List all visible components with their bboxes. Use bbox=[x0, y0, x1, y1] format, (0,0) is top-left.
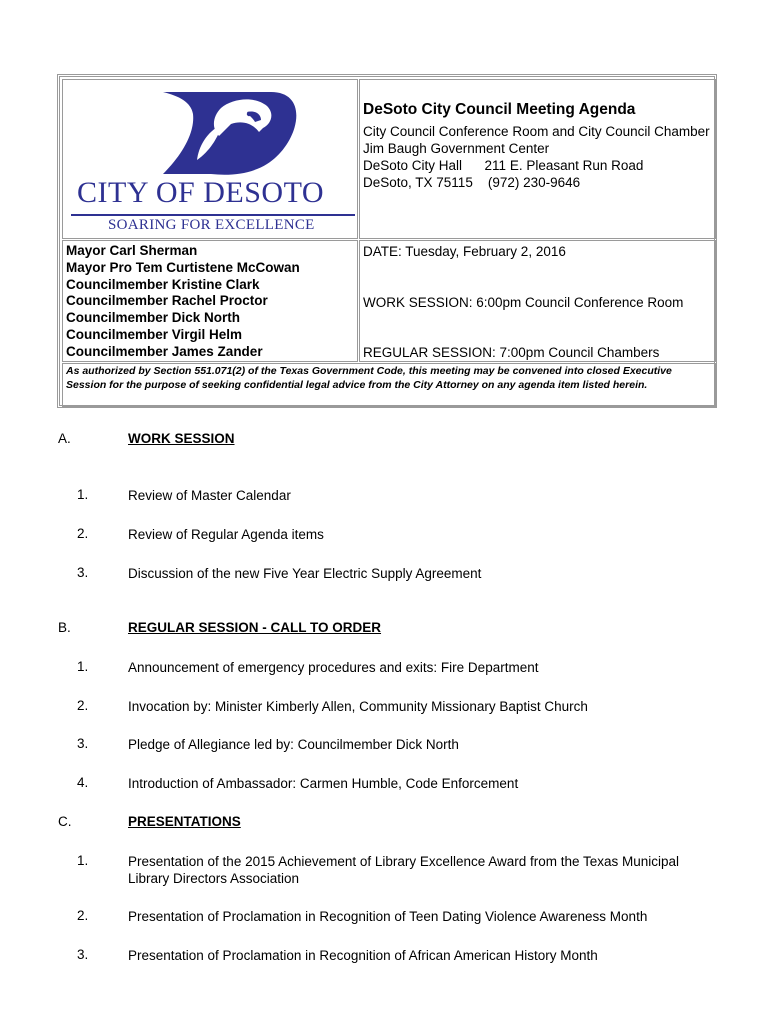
agenda-title: DeSoto City Council Meeting Agenda bbox=[363, 101, 636, 118]
address-line: Jim Baugh Government Center bbox=[363, 141, 550, 156]
address-line: DeSoto City Hall 211 E. Pleasant Run Road bbox=[363, 158, 644, 173]
executive-session-notice: As authorized by Section 551.071(2) of the Texas Government Code, this meeting may be convened into closed Executive Session for the purpose of seeking confidential legal advice from the City Attorney on any agenda item listed herein. bbox=[66, 365, 672, 391]
item-number: 2. bbox=[77, 908, 89, 923]
council-member: Councilmember Virgil Helm bbox=[66, 326, 243, 342]
logo-cell bbox=[62, 79, 358, 239]
section-letter: B. bbox=[58, 620, 71, 635]
council-member: Councilmember Rachel Proctor bbox=[66, 293, 268, 309]
agenda-item: Presentation of the 2015 Achievement of Library Excellence Award from the Texas Municipal Library Directors Association bbox=[128, 854, 680, 886]
council-member: Mayor Carl Sherman bbox=[66, 243, 198, 258]
section-letter: C. bbox=[58, 814, 72, 829]
item-number: 3. bbox=[77, 736, 89, 751]
item-number: 1. bbox=[77, 853, 89, 868]
work-session-time: WORK SESSION: 6:00pm Council Conference Room bbox=[363, 295, 684, 310]
agenda-item: Presentation of Proclamation in Recognition of African American History Month bbox=[128, 948, 598, 963]
agenda-item: Review of Master Calendar bbox=[128, 488, 291, 503]
section-title-regular-session: REGULAR SESSION - CALL TO ORDER bbox=[128, 620, 382, 635]
item-number: 1. bbox=[77, 659, 89, 674]
address-line: City Council Conference Room and City Council Chamber bbox=[363, 124, 710, 139]
logo-tagline: SOARING FOR EXCELLENCE bbox=[108, 217, 315, 233]
logo-divider bbox=[71, 214, 355, 216]
section-letter: A. bbox=[58, 431, 71, 446]
council-member-list bbox=[66, 243, 300, 361]
city-of-desoto-eagle-logo-icon bbox=[71, 84, 355, 176]
agenda-item: Presentation of Proclamation in Recognition of Teen Dating Violence Awareness Month bbox=[128, 909, 648, 924]
meeting-date: DATE: Tuesday, February 2, 2016 bbox=[363, 244, 566, 259]
section-title-work-session: WORK SESSION bbox=[128, 431, 235, 446]
council-member: Councilmember Dick North bbox=[66, 310, 241, 326]
council-member: Councilmember Kristine Clark bbox=[66, 276, 260, 292]
item-number: 2. bbox=[77, 698, 89, 713]
agenda-item: Introduction of Ambassador: Carmen Humble, Code Enforcement bbox=[128, 776, 519, 791]
council-member: Councilmember James Zander bbox=[66, 343, 263, 359]
item-number: 2. bbox=[77, 526, 89, 541]
agenda-item: Discussion of the new Five Year Electric Supply Agreement bbox=[128, 566, 482, 581]
item-number: 3. bbox=[77, 565, 89, 580]
section-title-presentations: PRESENTATIONS bbox=[128, 814, 241, 829]
schedule-cell bbox=[359, 240, 716, 362]
item-number: 4. bbox=[77, 775, 89, 790]
agenda-header-table bbox=[57, 74, 717, 408]
agenda-item: Announcement of emergency procedures and exits: Fire Department bbox=[128, 660, 539, 675]
title-cell bbox=[359, 79, 716, 239]
regular-session-time: REGULAR SESSION: 7:00pm Council Chambers bbox=[363, 345, 660, 360]
council-member: Mayor Pro Tem Curtistene McCowan bbox=[66, 259, 300, 275]
logo-name-line: CITY OF DESOTO bbox=[77, 176, 325, 209]
agenda-item: Review of Regular Agenda items bbox=[128, 527, 324, 542]
item-number: 1. bbox=[77, 487, 89, 502]
executive-session-notice-cell bbox=[62, 363, 716, 407]
item-number: 3. bbox=[77, 947, 89, 962]
address-line: DeSoto, TX 75115 (972) 230-9646 bbox=[363, 175, 581, 190]
agenda-item: Invocation by: Minister Kimberly Allen, Community Missionary Baptist Church bbox=[128, 699, 588, 714]
agenda-item: Pledge of Allegiance led by: Councilmember Dick North bbox=[128, 737, 459, 752]
council-members-cell bbox=[62, 240, 358, 362]
